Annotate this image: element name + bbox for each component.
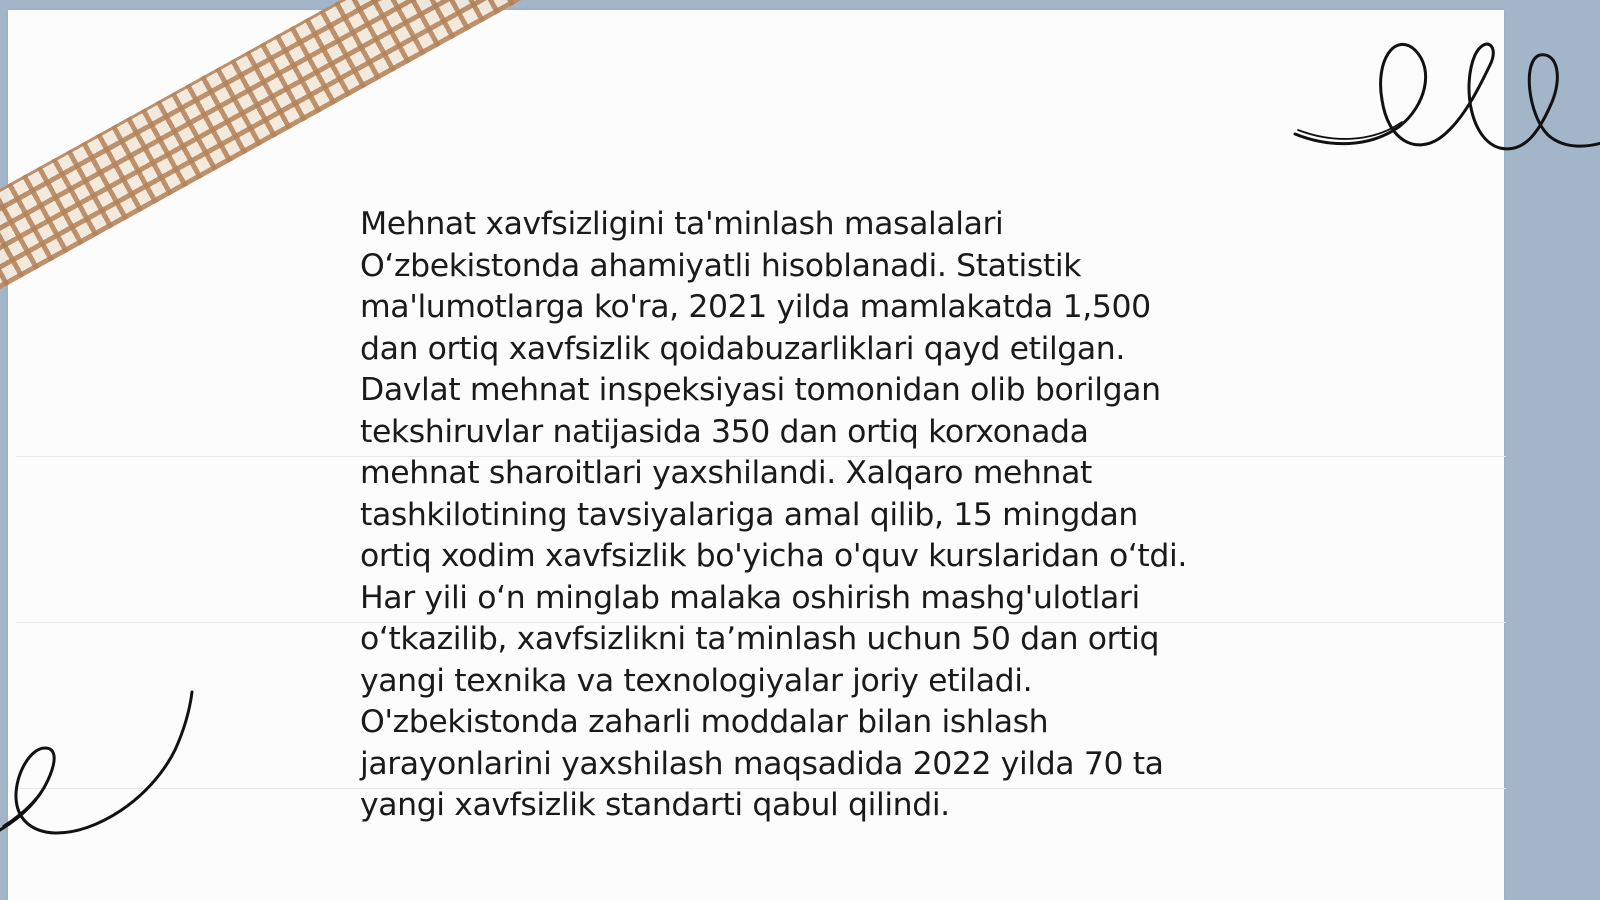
body-paragraph: Mehnat xavfsizligini ta'minlash masalalari O‘zbekistonda ahamiyatli hisoblanadi. Statistik ma'lumotlarga ko'ra, 2021 yilda mamlakatda 1,500 dan ortiq xavfsizlik qoidabuzarliklari qayd etilgan. Davlat mehnat inspeksiyasi tomonidan olib borilgan tekshiruvlar natijasida 350 dan ortiq korxonada mehnat sharoitlari yaxshilandi. Xalqaro mehnat tashkilotining tavsiyalariga amal qilib, 15 mingdan ortiq xodim xavfsizlik bo'yicha o'quv kurslaridan o‘tdi. Har yili o‘n minglab malaka oshirish mashg'ulotlari o‘tkazilib, xavfsizlikni ta’minlash uchun 50 dan ortiq yangi texnika va texnologiyalar joriy etiladi. O'zbekistonda zaharli moddalar bilan ishlash jarayonlarini yaxshilash maqsadida 2022 yilda 70 ta yangi xavfsizlik standarti qabul qilindi. bbox=[360, 206, 1187, 823]
swirl-doodle-icon bbox=[0, 690, 200, 850]
loops-doodle-icon bbox=[1290, 30, 1600, 160]
